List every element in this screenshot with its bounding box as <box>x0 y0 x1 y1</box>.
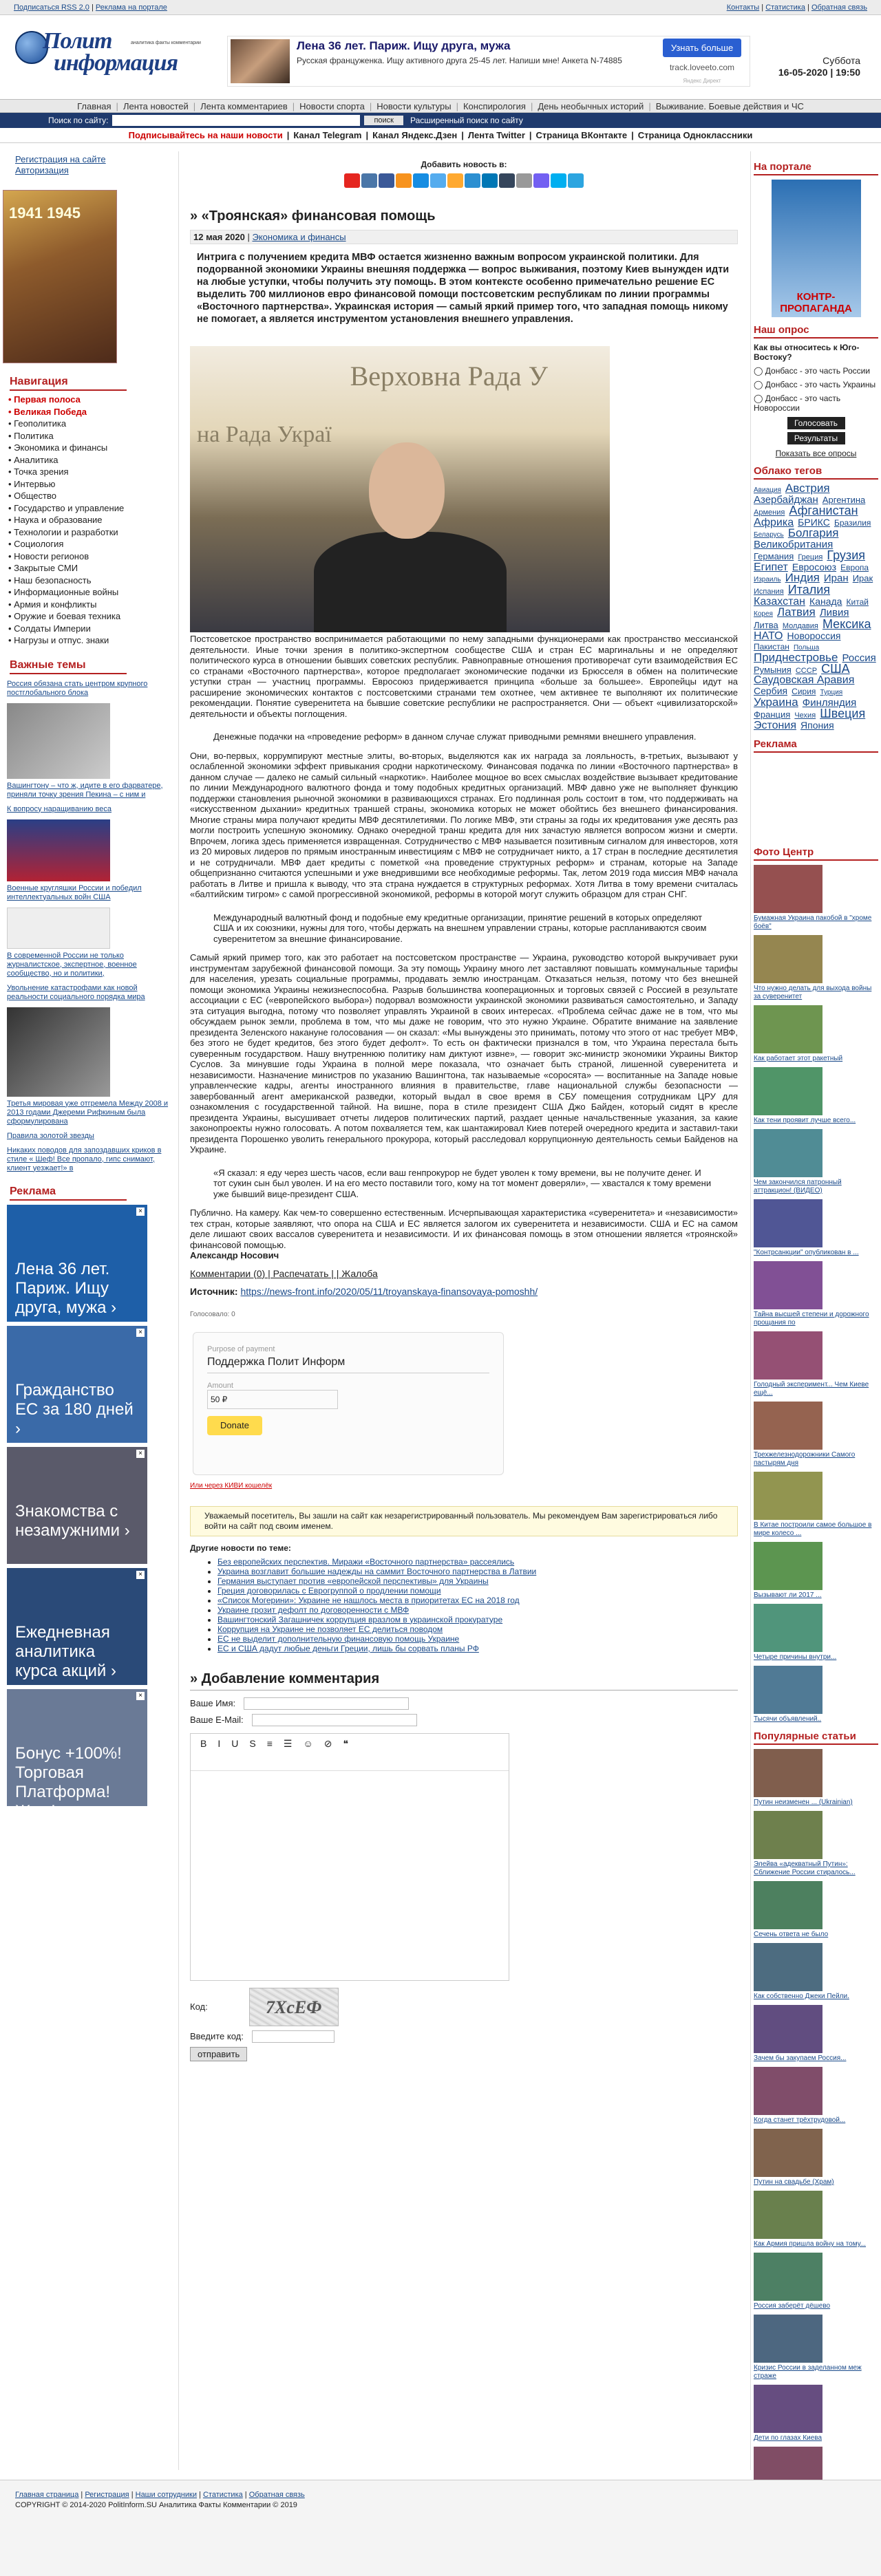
section-link[interactable]: • Наш безопасность <box>8 575 92 586</box>
tag-link[interactable]: Финляндия <box>802 697 857 709</box>
skype-icon[interactable] <box>551 173 566 188</box>
telegram-icon[interactable] <box>568 173 584 188</box>
nav-item[interactable]: Новости спорта <box>299 100 365 111</box>
related-link[interactable]: ЕС и США дадут любые деньги Греции, лишь бы сорвать планы РФ <box>217 1643 479 1653</box>
pull-quote: Денежные подачки на «проведение реформ» в данном случае служат приводными ремнями внешнего управления. <box>213 731 697 742</box>
footer-link[interactable]: Статистика <box>202 2491 243 2499</box>
tag-link[interactable]: Иран <box>823 572 849 584</box>
section-link[interactable]: • Экономика и финансы <box>8 442 108 453</box>
ad-title[interactable]: Лена 36 лет. Париж. Ищу друга, мужа <box>297 39 511 52</box>
tag-link[interactable]: Индия <box>785 571 820 584</box>
site-header <box>0 15 881 84</box>
related-link[interactable]: Украине грозит дефолт по договоренности с МВФ <box>217 1604 410 1615</box>
foto-thumb[interactable] <box>754 1261 822 1309</box>
foto-link[interactable]: Чем закончился патронный аттракцион! (ВИДЕО) <box>754 1179 842 1194</box>
register-link[interactable]: Регистрация на сайте <box>15 154 106 164</box>
popular-link[interactable]: Зачем бы закупаем Россия... <box>754 2054 847 2062</box>
popular-link[interactable]: Когда станет трёхтрудовой... <box>754 2116 846 2124</box>
tag-link[interactable]: Ливия <box>819 607 849 619</box>
comments-line[interactable]: Комментарии (0) | Распечатать | | Жалоба <box>190 1267 378 1279</box>
sidebar-ad[interactable]: × Бонус +100%! Торговая Платформа! Жми! › <box>7 1689 147 1806</box>
foto-thumb[interactable] <box>754 935 822 983</box>
section-link[interactable]: • Социология <box>8 539 64 549</box>
vote-button[interactable]: Голосовать <box>787 417 845 429</box>
underline-icon[interactable]: U <box>231 1737 239 1749</box>
comment-editor[interactable] <box>190 1733 509 1981</box>
tag-link[interactable]: БРИКС <box>798 517 830 528</box>
article-lead: Интрига с получением кредита МВФ остается жизненно важным вопросом украинской политики. Для подорванной экономики Украины внешняя поддержка — вопрос выживания, поэтому Киев вынужден идти на любые уступки, чтобы получить эту помощь. В этом контексте особенно примечательно решение ЕС выделить 700 миллионов евро финансовой помощи постсоветским республикам по линии программы «Восточного партнерства». Украинская история — самый яркий пример того, что западная помощь никому не помогает, а является инструментом установления внешнего управления. <box>197 252 730 325</box>
related-link[interactable]: Вашингтонский Загашничек коррупция вразлом в украинской прокуратуре <box>217 1614 503 1624</box>
section-link[interactable]: • Геополитика <box>8 418 67 429</box>
tag-link[interactable]: Грузия <box>827 548 865 562</box>
popular-link[interactable]: Элейва «адекватный Путин»: Сближение России стиралось... <box>754 1860 856 1876</box>
tag-link[interactable]: Авиация <box>754 486 781 494</box>
tag-link[interactable]: Чехия <box>794 711 816 720</box>
other-news-list <box>190 1557 738 1653</box>
popular-thumb[interactable] <box>754 2191 822 2239</box>
left-sidebar <box>0 151 179 2470</box>
important-heading: Важные темы <box>10 659 127 674</box>
section-link[interactable]: • Первая полоса <box>8 394 81 405</box>
nav-item[interactable]: Конспирология <box>463 100 526 111</box>
tag-link[interactable]: Япония <box>800 720 834 731</box>
section-link[interactable]: • Новости регионов <box>8 550 89 561</box>
nav-item[interactable]: День необычных историй <box>538 100 644 111</box>
name-label: Ваше Имя: <box>190 1698 236 1708</box>
foto-list <box>754 865 878 1724</box>
tag-link[interactable]: Евросоюз <box>792 561 837 572</box>
twitter-icon[interactable] <box>430 173 446 188</box>
vk-icon[interactable] <box>361 173 377 188</box>
foto-link[interactable]: В Китае построили самое большое в мире колесо ... <box>754 1521 872 1537</box>
tag-link[interactable]: Корея <box>754 610 773 618</box>
italic-icon[interactable]: I <box>217 1737 221 1749</box>
vk-link[interactable]: Страница ВКонтакте <box>535 130 628 140</box>
important-item[interactable]: Вашингтону – что ж, идите в его фарватере, приняли точку зрения Пекина – с ним и <box>7 703 171 799</box>
close-icon[interactable]: × <box>136 1692 145 1700</box>
donate-purpose: Поддержка Полит Информ <box>207 1356 489 1373</box>
email-input[interactable] <box>252 1714 417 1726</box>
portal-heading: На портале <box>754 161 878 175</box>
section-link[interactable]: • Великая Победа <box>8 406 87 417</box>
tag-link[interactable]: Бразилия <box>834 518 871 528</box>
popular-thumb[interactable] <box>754 2385 822 2433</box>
close-icon[interactable]: × <box>136 1571 145 1579</box>
sidebar-ad[interactable]: × Гражданство ЕС за 180 дней › <box>7 1326 147 1443</box>
section-link[interactable]: • Точка зрения <box>8 466 69 477</box>
tumblr-icon[interactable] <box>465 173 480 188</box>
tag-link[interactable]: Украина <box>754 696 798 709</box>
related-link[interactable]: Греция договорилась с Еврогруппой о продлении помощи <box>217 1585 441 1596</box>
ad-domain: track.loveeto.com <box>669 63 735 72</box>
tag-link[interactable]: Латвия <box>777 605 816 619</box>
foto-thumb[interactable] <box>754 1402 822 1450</box>
ok-link[interactable]: Страница Одноклассники <box>637 130 753 140</box>
important-item[interactable]: Россия обязана стать центром крупного постглобального блока <box>7 679 148 697</box>
tag-link[interactable]: Мексика <box>822 617 871 631</box>
code-input[interactable] <box>252 2030 335 2043</box>
important-item[interactable]: К вопросу наращиванию веса <box>7 804 112 813</box>
related-link[interactable]: Украина возглавит большие надежды на саммит Восточного партнерства в Латвии <box>217 1566 537 1576</box>
article-main <box>190 160 738 2065</box>
source-line: Источник: https://news-front.info/2020/05/11/troyanskaya-finansovaya-pomoshh/ <box>190 1285 538 1297</box>
linkedin-icon[interactable] <box>482 173 498 188</box>
close-icon[interactable]: × <box>136 1208 145 1216</box>
date-box: Суббота 16-05-2020 | 19:50 <box>778 55 860 78</box>
tag-link[interactable]: Польша <box>793 644 820 652</box>
tag-link[interactable]: Литва <box>754 620 778 630</box>
foto-thumb[interactable] <box>754 1129 822 1177</box>
stats-link[interactable]: Статистика <box>765 3 805 12</box>
foto-thumb[interactable] <box>754 865 822 913</box>
tag-link[interactable]: Турция <box>820 689 843 696</box>
poll: Как вы относитесь к Юго-Востоку? ◯ Донбасс - это часть России ◯ Донбасс - это часть Украины ◯ Донбасс - это часть Новороссии Голосовать Результаты Показать все опросы <box>754 343 878 458</box>
section-link[interactable]: • Армия и конфликты <box>8 599 97 610</box>
tag-link[interactable]: Германия <box>754 551 794 561</box>
foto-link[interactable]: Как работает этот ракетный <box>754 1055 843 1062</box>
foto-link[interactable]: Голодный эксперимент... Чем Киеве ещё... <box>754 1381 869 1397</box>
tag-link[interactable]: Азербайджан <box>754 494 818 506</box>
tag-link[interactable]: Молдавия <box>782 622 818 630</box>
nav-item[interactable]: Лента комментариев <box>200 100 288 111</box>
related-link[interactable]: ЕС не выделит дополнительную финансовую помощь Украине <box>217 1633 460 1644</box>
ok-icon[interactable] <box>396 173 412 188</box>
foto-thumb[interactable] <box>754 1666 822 1714</box>
tag-link[interactable]: Египет <box>754 561 788 573</box>
tag-link[interactable]: Сербия <box>754 685 788 696</box>
section-link[interactable]: • Аналитика <box>8 454 59 465</box>
nav-item[interactable]: Новости культуры <box>376 100 452 111</box>
contacts-link[interactable]: Контакты <box>726 3 760 12</box>
footer-link[interactable]: Обратная связь <box>248 2491 305 2499</box>
ads-heading: Реклама <box>10 1185 127 1201</box>
zen-link[interactable]: Канал Яндекс.Дзен <box>372 130 458 140</box>
tag-link[interactable]: Испания <box>754 588 784 596</box>
print-icon[interactable] <box>516 173 532 188</box>
ad-image <box>231 39 290 83</box>
nav-item[interactable]: Главная <box>77 100 112 111</box>
section-link[interactable]: • Информационные войны <box>8 587 119 597</box>
quote-icon[interactable]: ❝ <box>343 1737 349 1749</box>
poll-option[interactable]: ◯ Донбасс - это часть Украины <box>754 380 876 389</box>
footer-link[interactable]: Регистрация <box>85 2491 129 2499</box>
donate-amount-input[interactable]: 50 ₽ <box>207 1390 338 1409</box>
twitter-link[interactable]: Лента Twitter <box>467 130 525 140</box>
source-link[interactable]: https://news-front.info/2020/05/11/troyanskaya-finansovaya-pomoshh/ <box>240 1285 538 1297</box>
other-news-heading: Другие новости по теме: <box>190 1543 291 1553</box>
important-item[interactable]: Военные кругляшки России и победил интеллектуальных войн США <box>7 819 171 902</box>
close-icon[interactable]: × <box>136 1329 145 1337</box>
ad-text: Русская француженка. Ищу активного друга 25-45 лет. Напиши мне! Анкета N-74885 <box>297 56 622 65</box>
results-button[interactable]: Результаты <box>787 432 845 444</box>
tag-link[interactable]: Ирак <box>852 573 873 583</box>
tag-link[interactable]: Саудовская Аравия <box>754 674 855 686</box>
portal-poster[interactable]: КОНТР-ПРОПАГАНДА <box>772 180 861 317</box>
align-icon[interactable]: ≡ <box>266 1737 273 1749</box>
foto-thumb[interactable] <box>754 1199 822 1247</box>
ads-link[interactable]: Реклама на портале <box>95 3 167 12</box>
important-item[interactable]: Никаких поводов для запоздавших криков в стиле « Шеф! Все пропало, гипс снимают, клиент уезжает!» в <box>7 1146 162 1172</box>
popular-thumb[interactable] <box>754 2005 822 2053</box>
popular-thumb[interactable] <box>754 1811 822 1859</box>
tag-link[interactable]: США <box>821 662 850 676</box>
tag-link[interactable]: Армения <box>754 508 785 517</box>
popular-thumb[interactable] <box>754 2129 822 2177</box>
popular-thumb[interactable] <box>754 1749 822 1797</box>
tag-link[interactable]: Болгария <box>787 526 839 539</box>
ads-heading: Реклама <box>754 738 878 753</box>
rss-link[interactable]: Подписаться RSS 2.0 <box>14 3 89 12</box>
paragraph: Самый яркий пример того, как это работает на постсоветском пространстве — Украина, руководство которой выкручивает руки инструментам зарубежной финансовой помощи. За эту помощь Украину много лет заставляют повышать коммунальные тарифы для населения, урезать социальные программы, продавать землю иностранцам. Отказаться нельзя, потому что без внешней помощи экономика Украины нежизнеспособна. Разрыв большинства кооперационных и торговых связей с Россией в результате ассоциации с ЕС («европейского выбора») подорвал возможности украинской экономики развиваться самостоятельно, и Западу эта ситуация выгодна, потому что позволяет управлять Украиной в своих интересах. «Проблема сейчас даже не в том, что мы обсуждаем рынок земли, проблема в том, что мы даже не говорим, что это нужно Украине. Обратите внимание на заявление президента Зеленского накануне голосования — он сказал: «Мы вынуждены это принимать, потому что этого от нас требует МВФ, без этого не будет кредитов, без этого будет дефолт». То есть он фактически признался в том, что Украина перестала быть суверенным государством. Нашу внутреннюю политику нам диктуют извне», — говорит экс-министр экономики Украины Виктор Суслов. За минувшие годы Украина в полной мере показала, что означает быть страной, лишенной суверенитета и независимости. Назначение министров по указанию Вашингтона, так называемые «соросята» — воспитанные на Западе новые управленческие кадры, агенты иностранного влияния в правительстве, главе национальной службы безопасности — завербованный агент американской разведки, который выдал в свое время в СБУ помещения сотрудникам ЦРУ для ознакомления с государственной тайной. На вишне, пора в стиле президент США Джо Байден, который сидят в кресле президента Украины, высушивает отчеты лидеров политических партий, раздает ценные начальственные указания, за какие законопроекты нужно голосовать. А потом похваляется тем, как шантажировал Киев потерей очередного кредита и заставил-таки президента Порошенко уволить генерального прокурора, который расследовал коррупционную деятельность семьи Байденов на Украине. <box>190 952 738 1155</box>
sidebar-ad[interactable]: × Ежедневная аналитика курса акций › <box>7 1568 147 1685</box>
viber-icon[interactable] <box>533 173 549 188</box>
add-comment-heading: » Добавление комментария <box>190 1671 738 1690</box>
foto-link[interactable]: Вызывают ли 2017 ... <box>754 1591 822 1599</box>
foto-link[interactable]: Четыре причины внутри... <box>754 1653 837 1661</box>
pull-quote: «Я сказал: я еду через шесть часов, если ваш генпрокурор не будет уволен к тому времени, вы не получите денег. И тот сукин сын был уволен. И на его место поставили того, кому на тот момент доверяли», — хвастался к тому времени уже бывший вице-президент США. <box>213 1167 712 1199</box>
footer-link[interactable]: Наши сотрудники <box>135 2491 197 2499</box>
vote-count: Голосовало: 0 <box>190 1310 235 1318</box>
foto-link[interactable]: Как тени проявит лучше всего... <box>754 1117 856 1124</box>
victory-poster[interactable]: 1941 1945 <box>3 190 117 363</box>
share-heading: Добавить новость в: <box>421 160 507 169</box>
name-input[interactable] <box>244 1697 409 1710</box>
popular-thumb[interactable] <box>754 2067 822 2115</box>
telegram-link[interactable]: Канал Telegram <box>293 130 362 140</box>
top-bar: Подписаться RSS 2.0 | Реклама на портале Контакты | Статистика | Обратная связь <box>0 0 881 15</box>
pull-quote: Международный валютный фонд и подобные ему кредитные организации, принятие решений в которых определяют США и их союзники, нужны для того, чтобы держать на внешнем управлении страны, которые распланиваются своим суверенитетом за внешние финансирование. <box>213 912 707 944</box>
popular-thumb[interactable] <box>754 1943 822 1991</box>
search-button[interactable]: поиск <box>364 116 403 125</box>
site-footer: Главная страница | Регистрация | Наши сотрудники | Статистика | Обратная связь COPYRIGHT © 2014-2020 PolitInform.SU Аналитика Факты Комментарии © 2019 <box>0 2480 881 2576</box>
popular-link[interactable]: Сечень ответа не было <box>754 1931 829 1938</box>
category-link[interactable]: Экономика и финансы <box>252 232 346 242</box>
login-link[interactable]: Авторизация <box>15 165 69 175</box>
section-link[interactable]: • Оружие и боевая техника <box>8 611 121 621</box>
foto-link[interactable]: Трехжелезнодорожники Самого пастырям дня <box>754 1451 856 1467</box>
search-bar <box>0 113 881 128</box>
important-item[interactable]: Увольнение катастрофами как новой реальности социального порядка мира <box>7 983 145 1001</box>
social-subnav: Подписывайтесь на наши новости | Канал Telegram | Канал Яндекс.Дзен | Лента Twitter | Страница ВКонтакте | Страница Одноклассники <box>0 128 881 143</box>
all-polls-link[interactable]: Показать все опросы <box>775 449 857 458</box>
captcha-image: 7ХсЕФ <box>249 1988 339 2026</box>
bold-icon[interactable]: B <box>200 1737 207 1749</box>
news-thumb <box>7 703 110 779</box>
section-link[interactable]: • Нагрузы и отпус. знаки <box>8 635 109 645</box>
foto-thumb[interactable] <box>754 1472 822 1520</box>
paragraph: Они, во-первых, коррумпируют местные элиты, во-вторых, выделяются как их награда за лояльность, в-третьих, вызывают у ослабленной экономики эффект привыкания сродни наркотическому. Финансовая подачка по линии «Восточного партнерства» в данном случае — далеко не самый сильный «наркотик». Наиболее мощное во всех смыслах воздействие вызывает кредитование по линии Международного валютного фонда и тому подобных кредитных организаций. МВФ давно уже не выполняет функцию поддержки становления рыночной экономики в развивающихся странах. Его подлинная роль состоит в том, что поддерживать на «искусственном дыхании» кредитных траншей страны, экономика которых не может обойтись без внешнего финансирования. Многие страны мира получают кредиты МВФ десятилетиями. По логике МВФ, эти страны за годы их кредитования уже десять раз могли построить успешную экономику. Однако очередной транш кредита для них зачастую является вопросом жизни и смерти. Впрочем, логика здесь применяется извращенная. Сотрудничество с МВФ называется позитивным сигналом для инвесторов, хотя из 20 мировых лидеров по прямым иностранным инвестициям с МВФ не сотрудничает никто, а 17 стран в последние десятилетия и не сотрудничали. МВФ дает кредиты с пометкой «на проведение структурных реформ» и странам, которые на Западе общепризнанно считаются успешными и уже внедрившими все необходимые реформы. Так, летом 2019 года миссия МВФ начала работать в Литве и пришла к выводу, что эта страна нуждается в структурных реформах. Хотя Литва в тому времени считалась «балтийским тигром» с самой прогрессивной экономикой, реформы в которой могут служить образцом для стран СНГ. <box>190 750 738 899</box>
poll-option[interactable]: ◯ Донбасс - это часть России <box>754 366 871 376</box>
popular-thumb[interactable] <box>754 1881 822 1929</box>
lj-icon[interactable] <box>447 173 463 188</box>
flag-thumb <box>7 819 110 881</box>
related-link[interactable]: Коррупция на Украине не позволяет ЕС делиться поводом <box>217 1624 443 1634</box>
copyright: COPYRIGHT © 2014-2020 PolitInform.SU Аналитика Факты Комментарии © 2019 <box>15 2501 297 2509</box>
popular-link[interactable]: Как собственно Джеки Пейли. <box>754 1993 849 2000</box>
tag-link[interactable]: Афганистан <box>789 504 858 517</box>
tag-link[interactable]: Сирия <box>792 687 816 696</box>
close-icon[interactable]: × <box>136 1450 145 1458</box>
main-nav: Главная | Лента новостей | Лента комментариев | Новости спорта | Новости культуры | Конспирология | День необычных историй | Выживание. Боевые действия и ЧС <box>0 99 881 113</box>
paragraph: Постсоветское пространство воспринимается работающими по нему западными функционерами как пространство мессианской деятельности. Иные точки зрения в политико-экспертном сообществе США и стран ЕС маргинальны и не определяют политического курса в отношении бывших советских республик. Равноправные отношения противоречат сути взаимодействия ЕС со странами «Восточного партнерства», которое предполагает экономические подачки из Брюсселя в обмен на политические уступки стран — участниц программы. Евросоюз придерживается принципа «больше за большее». Европейцы идут на расширение экономических контактов с постсоветскими странами тем охотнее, чем активнее те выполняют их политические рекомендации. Понятие суверенитета на бывшие советские республики не распространяется. Они — объект «цивилизаторской» деятельности и объекты поглощения. <box>190 634 738 719</box>
footer-link[interactable]: Главная страница <box>15 2491 79 2499</box>
foto-link[interactable]: Что нужно делать для выхода войны за суверенитет <box>754 985 872 1000</box>
section-link[interactable]: • Политика <box>8 430 54 441</box>
popular-link[interactable]: Как Армия пришла войну на тому... <box>754 2240 867 2248</box>
section-link[interactable]: • Государство и управление <box>8 502 125 513</box>
facebook-icon[interactable] <box>379 173 394 188</box>
subscribe-label: Подписывайтесь на наши новости <box>128 130 283 140</box>
tag-cloud <box>754 484 878 731</box>
poll-option[interactable]: ◯ Донбасс - это часть Новороссии <box>754 394 841 413</box>
nav-item[interactable]: Лента новостей <box>123 100 189 111</box>
tag-link[interactable]: Швеция <box>820 707 866 720</box>
link-icon[interactable]: ⊘ <box>323 1737 332 1749</box>
tag-link[interactable]: Беларусь <box>754 531 784 539</box>
tag-link[interactable]: Аргентина <box>822 495 866 505</box>
strike-icon[interactable]: S <box>249 1737 256 1749</box>
section-nav <box>0 394 178 647</box>
tag-link[interactable]: Великобритания <box>754 539 834 550</box>
enter-code-label: Введите код: <box>190 2031 244 2041</box>
popular-link[interactable]: Путин неизменен ... (Ukrainian) <box>754 1799 853 1806</box>
code-label: Код: <box>190 2001 208 2012</box>
guest-notice: Уважаемый посетитель, Вы зашли на сайт как незарегистрированный пользователь. Мы рекомендуем Вам зарегистрироваться либо войти на сайт под своим именем. <box>190 1506 738 1536</box>
foto-thumb[interactable] <box>754 1331 822 1380</box>
mail-icon[interactable] <box>413 173 429 188</box>
important-item[interactable]: В современной России не только журналистское, экспертное, военное сообщество, но и политики, <box>7 908 171 978</box>
foto-thumb[interactable] <box>754 1005 822 1053</box>
ad-note: Яндекс Директ <box>683 78 721 84</box>
poll-heading: Наш опрос <box>754 324 878 339</box>
email-label: Ваше E-Mail: <box>190 1715 244 1725</box>
list-icon[interactable]: ☰ <box>283 1737 293 1749</box>
editor-toolbar <box>191 1734 509 1771</box>
tag-link[interactable]: Россия <box>842 652 876 664</box>
share-icon[interactable] <box>344 173 360 188</box>
foto-thumb[interactable] <box>754 1067 822 1115</box>
tag-link[interactable]: Эстония <box>754 720 796 731</box>
paragraph: Публично. На камеру. Как чем-то совершенно естественным. Исчерпывающая характеристика «суверенитета» и «независимости» тех стран, которые заявляют, что опора на США и ЕС является залогом их суверенитета и независимости. США и ЕС на самом деле лишают своих вассалов суверенитета и независимости. И их финансовая помощь в этом отношении является «троянской» финансовой помощью. <box>190 1208 738 1250</box>
related-link[interactable]: «Список Могерини»: Украине не нашлось места в приоритетах ЕС на 2018 год <box>217 1595 520 1605</box>
foto-link[interactable]: Тайна высшей степени и дорожного прощания по <box>754 1311 869 1327</box>
donate-widget: Purpose of payment Поддержка Полит Информ Amount 50 ₽ Donate <box>193 1332 504 1475</box>
smile-icon[interactable]: ☺ <box>303 1737 313 1749</box>
foto-link[interactable]: Бумажная Украина пакобой в "хроме боёв" <box>754 914 872 930</box>
tag-link[interactable]: Казахстан <box>754 596 805 608</box>
foto-thumb[interactable] <box>754 1542 822 1590</box>
section-link[interactable]: • Общество <box>8 491 56 501</box>
section-link[interactable]: • Наука и образование <box>8 515 103 525</box>
ad-cta-button[interactable]: Узнать больше <box>663 39 741 57</box>
tag-link[interactable]: Канада <box>809 596 842 607</box>
important-item[interactable]: Третья мировая уже отгремела Между 2008 и 2013 годами Джереми Рифкиным была сформулирована <box>7 1007 171 1126</box>
popular-heading: Популярные статьи <box>754 1730 878 1745</box>
tag-link[interactable]: Африка <box>754 517 794 528</box>
submit-button[interactable]: отправить <box>190 2047 247 2061</box>
popular-list <box>754 1749 878 2566</box>
search-label: Поиск по сайту: <box>48 116 109 125</box>
important-item[interactable]: Правила золотой звезды <box>7 1131 94 1140</box>
related-link[interactable]: Без европейских перспектив. Миражи «Восточного партнерства» рассеялись <box>217 1556 515 1567</box>
kiwi-link[interactable]: Или через КИВИ кошелёк <box>190 1481 273 1490</box>
popular-link[interactable]: Кризис России в заделанном меж страже <box>754 2364 862 2380</box>
section-link[interactable]: • Солдаты Империи <box>8 623 91 634</box>
popular-thumb[interactable] <box>754 2315 822 2363</box>
popular-link[interactable]: Путин на свадьбе (Храм) <box>754 2178 834 2186</box>
tag-link[interactable]: Австрия <box>785 482 830 495</box>
article-meta: 12 мая 2020 | Экономика и финансы <box>190 230 738 244</box>
tags-heading: Облако тегов <box>754 465 878 480</box>
article-photo: Верховна Рада У на Рада Украї <box>190 346 610 632</box>
sidebar-ad[interactable]: × Лена 36 лет. Париж. Ищу друга, мужа › <box>7 1205 147 1322</box>
popular-link[interactable]: Россия заберёт дёшево <box>754 2302 831 2310</box>
related-link[interactable]: Германия выступает против «европейской перспективы» для Украины <box>217 1576 489 1586</box>
blogger-icon[interactable] <box>499 173 515 188</box>
tag-link[interactable]: Румыния <box>754 665 792 675</box>
popular-link[interactable]: Дети по глазах Киева <box>754 2434 822 2442</box>
section-link[interactable]: • Технологии и разработки <box>8 526 118 537</box>
site-logo[interactable]: Полит информация аналитика факты комментарии <box>15 25 208 74</box>
nav-item[interactable]: Выживание. Боевые действия и ЧС <box>655 100 804 111</box>
article-body <box>190 634 738 1261</box>
popular-thumb[interactable] <box>754 2253 822 2301</box>
nav-heading: Навигация <box>10 376 127 391</box>
tag-link[interactable]: Греция <box>798 553 823 561</box>
share-bar <box>190 173 738 188</box>
foto-link[interactable]: Тысячи объявлений.. <box>754 1715 822 1723</box>
tag-link[interactable]: Израиль <box>754 576 781 583</box>
foto-heading: Фото Центр <box>754 846 878 861</box>
tag-link[interactable]: Приднестровье <box>754 651 838 664</box>
tag-link[interactable]: Новороссия <box>787 630 841 641</box>
foto-link[interactable]: "Контрсанкции" опубликован в ... <box>754 1249 859 1256</box>
section-link[interactable]: • Интервью <box>8 478 56 489</box>
top-ad-banner[interactable] <box>227 36 750 87</box>
sidebar-ad[interactable]: × Знакомства с незамужними › <box>7 1447 147 1564</box>
news-thumb <box>7 908 110 949</box>
right-sidebar <box>750 151 881 2470</box>
tag-link[interactable]: Китай <box>846 597 869 607</box>
search-input[interactable] <box>112 115 360 126</box>
section-link[interactable]: • Закрытые СМИ <box>8 563 78 573</box>
article-title: » «Троянская» финансовая помощь <box>190 208 436 224</box>
tag-link[interactable]: Италия <box>787 583 831 597</box>
tag-link[interactable]: НАТО <box>754 630 783 642</box>
news-thumb <box>7 1007 110 1097</box>
foto-thumb[interactable] <box>754 1604 822 1652</box>
feedback-link[interactable]: Обратная связь <box>811 3 867 12</box>
tag-link[interactable]: Пакистан <box>754 642 789 652</box>
tag-link[interactable]: СССР <box>795 667 818 675</box>
author: Александр Носович <box>190 1250 279 1260</box>
tag-link[interactable]: Франция <box>754 709 791 720</box>
tag-link[interactable]: Европа <box>840 563 869 572</box>
extended-search-link[interactable]: Расширенный поиск по сайту <box>410 116 523 125</box>
donate-button[interactable]: Donate <box>207 1416 262 1435</box>
